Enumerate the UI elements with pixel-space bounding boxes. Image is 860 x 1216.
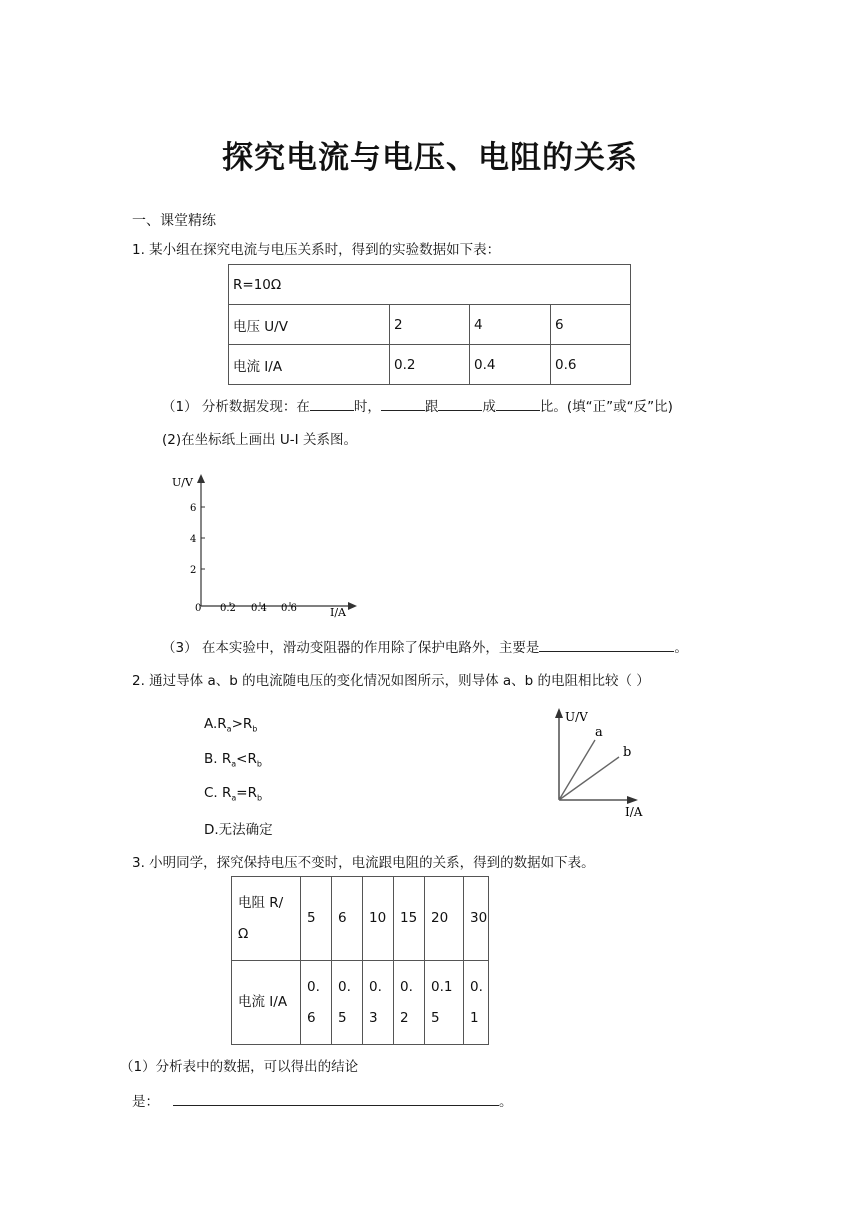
section-heading: 一、课堂精练 bbox=[132, 213, 216, 229]
y-tick-label: 2 bbox=[190, 565, 197, 576]
q1-table-cell: 0.6 bbox=[551, 345, 631, 385]
option-text: >R bbox=[231, 716, 253, 732]
q3-table-cell: 30 bbox=[464, 877, 489, 961]
cell-text: 0. bbox=[307, 978, 320, 995]
q3-part1: （1）分析表中的数据，可以得出的结论 bbox=[120, 1059, 359, 1075]
q1-table-cell: 电流 I/A bbox=[229, 345, 390, 385]
y-tick-label: 4 bbox=[190, 534, 197, 545]
x-tick-label: 0.4 bbox=[251, 603, 267, 614]
q3-table-cell bbox=[363, 961, 394, 1045]
q1-table-cell: 2 bbox=[390, 305, 470, 345]
q1-part1-suffix: 比。(填“正”或“反”比) bbox=[539, 399, 673, 415]
q3-data-table bbox=[231, 876, 489, 1045]
q1-table-cell: 0.4 bbox=[470, 345, 551, 385]
q1-data-table bbox=[228, 264, 631, 385]
x-tick-label: 0.6 bbox=[281, 603, 297, 614]
y-axis-label: U/V bbox=[172, 476, 193, 489]
q1-part3-prefix: （3） 在本实验中，滑动变阻器的作用除了保护电路外，主要是 bbox=[162, 640, 540, 656]
cell-text: Ω bbox=[238, 925, 249, 942]
answer-blank[interactable] bbox=[496, 396, 540, 411]
q3-table-cell: 10 bbox=[363, 877, 394, 961]
cell-text: 0. bbox=[338, 978, 351, 995]
x-axis-arrow bbox=[348, 602, 357, 610]
q1-part2: (2)在坐标纸上画出 U-I 关系图。 bbox=[162, 432, 357, 448]
y-axis-arrow bbox=[555, 708, 563, 718]
q1-part1-text: 跟 bbox=[424, 399, 439, 415]
line-a bbox=[559, 740, 595, 800]
q2-option-a[interactable] bbox=[204, 716, 257, 734]
q3-table-cell bbox=[332, 961, 363, 1045]
q2-option-c[interactable] bbox=[204, 785, 262, 803]
q3-table-cell bbox=[425, 961, 464, 1045]
x-axis-arrow bbox=[627, 796, 638, 804]
q3-part1-prefix: 是： bbox=[132, 1094, 159, 1110]
q1-part3 bbox=[162, 636, 688, 656]
q1-part1 bbox=[162, 395, 673, 415]
line-a-label: a bbox=[595, 725, 603, 740]
answer-blank[interactable] bbox=[438, 396, 482, 411]
q1-part1-prefix: （1） 分析数据发现：在 bbox=[162, 399, 310, 415]
cell-text: 3 bbox=[369, 1009, 378, 1026]
cell-text: 0. bbox=[470, 978, 483, 995]
option-text: A.R bbox=[204, 716, 227, 732]
q1-table-cell: 电压 U/V bbox=[229, 305, 390, 345]
option-subscript: b bbox=[256, 759, 262, 769]
y-axis-arrow bbox=[197, 474, 205, 483]
option-text: =R bbox=[236, 785, 257, 801]
y-axis-label: U/V bbox=[565, 710, 588, 724]
q3-table-cell: 15 bbox=[394, 877, 425, 961]
q3-table-cell bbox=[394, 961, 425, 1045]
q3-part1-suffix: 。 bbox=[499, 1094, 513, 1110]
q2-stem: 2. 通过导体 a、b 的电流随电压的变化情况如图所示，则导体 a、b 的电阻相比较（ ） bbox=[132, 673, 650, 689]
q1-part1-text: 成 bbox=[482, 399, 496, 415]
x-axis-label: I/A bbox=[330, 606, 346, 619]
cell-text: 0.1 bbox=[431, 978, 453, 995]
cell-text: 0. bbox=[400, 978, 413, 995]
q3-table-cell: 6 bbox=[332, 877, 363, 961]
line-b-label: b bbox=[623, 745, 632, 760]
q3-part1-answer-line bbox=[132, 1090, 513, 1110]
option-subscript: a bbox=[231, 793, 237, 803]
q1-part1-text: 时， bbox=[353, 399, 381, 415]
q1-table-header: R=10Ω bbox=[229, 265, 631, 305]
q1-coordinate-graph bbox=[160, 468, 370, 620]
q3-stem: 3. 小明同学，探究保持电压不变时，电流跟电阻的关系，得到的数据如下表。 bbox=[132, 855, 595, 871]
q1-table-cell: 6 bbox=[551, 305, 631, 345]
option-text: <R bbox=[236, 751, 257, 767]
cell-text: 5 bbox=[338, 1009, 347, 1026]
cell-text: 电阻 R/ bbox=[238, 894, 284, 911]
option-subscript: a bbox=[226, 724, 232, 734]
cell-text: 2 bbox=[400, 1009, 409, 1026]
q3-table-cell: 20 bbox=[425, 877, 464, 961]
q3-table-cell bbox=[301, 961, 332, 1045]
answer-blank[interactable] bbox=[381, 396, 425, 411]
x-tick-label: 0.2 bbox=[220, 603, 236, 614]
answer-blank[interactable] bbox=[173, 1091, 499, 1106]
x-axis-label: I/A bbox=[625, 805, 643, 819]
q1-table-cell: 4 bbox=[470, 305, 551, 345]
q2-ui-graph bbox=[545, 704, 665, 822]
option-text: B. R bbox=[204, 751, 232, 767]
q2-option-d[interactable] bbox=[204, 818, 273, 838]
y-tick-label: 6 bbox=[190, 503, 197, 514]
cell-text: 0. bbox=[369, 978, 382, 995]
q3-table-cell: 5 bbox=[301, 877, 332, 961]
option-text: C. R bbox=[204, 785, 232, 801]
option-subscript: a bbox=[231, 759, 237, 769]
cell-text: 1 bbox=[470, 1009, 479, 1026]
option-subscript: b bbox=[257, 793, 263, 803]
answer-blank[interactable] bbox=[539, 637, 674, 652]
q3-table-label: 电流 I/A bbox=[232, 961, 301, 1045]
x-tick-label: 0 bbox=[195, 603, 202, 614]
q3-table-label bbox=[232, 877, 301, 961]
line-b bbox=[559, 757, 619, 800]
cell-text: 5 bbox=[431, 1009, 440, 1026]
q1-table-cell: 0.2 bbox=[390, 345, 470, 385]
page-title: 探究电流与电压、电阻的关系 bbox=[222, 140, 638, 176]
q1-stem: 1. 某小组在探究电流与电压关系时，得到的实验数据如下表： bbox=[132, 242, 501, 258]
cell-text: 6 bbox=[307, 1009, 316, 1026]
answer-blank[interactable] bbox=[310, 396, 354, 411]
q1-part3-suffix: 。 bbox=[674, 640, 688, 656]
option-subscript: b bbox=[252, 724, 258, 734]
q3-table-cell bbox=[464, 961, 489, 1045]
option-text: D.无法确定 bbox=[204, 822, 273, 838]
q2-option-b[interactable] bbox=[204, 751, 262, 769]
